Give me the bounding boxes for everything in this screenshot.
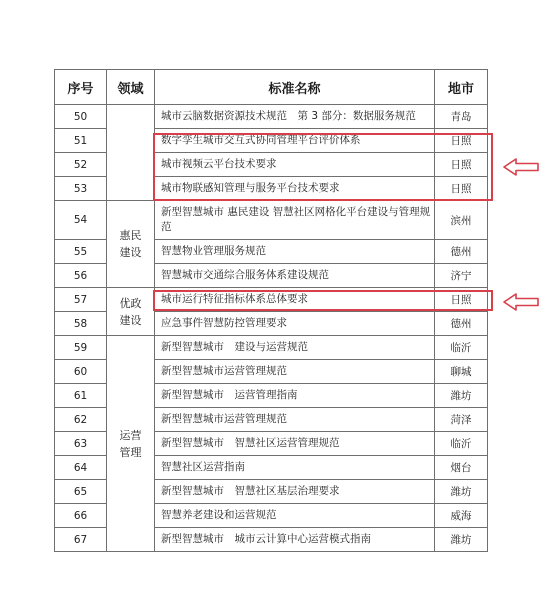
row-city: 滨州 <box>435 201 488 240</box>
row-name: 应急事件智慧防控管理要求 <box>155 312 435 336</box>
table-row <box>55 105 488 129</box>
row-city: 日照 <box>435 153 488 177</box>
arrow-left-icon <box>502 292 540 312</box>
row-city: 潍坊 <box>435 480 488 504</box>
arrow-left-icon <box>502 157 540 177</box>
row-no: 63 <box>55 432 107 456</box>
row-no: 65 <box>55 480 107 504</box>
row-city: 烟台 <box>435 456 488 480</box>
row-city: 潍坊 <box>435 384 488 408</box>
row-city: 临沂 <box>435 432 488 456</box>
row-city: 青岛 <box>435 105 488 129</box>
row-name: 城市视频云平台技术要求 <box>155 153 435 177</box>
table-header-row <box>55 70 488 105</box>
row-name: 数字孪生城市交互式协同管理平台评价体系 <box>155 129 435 153</box>
row-no: 59 <box>55 336 107 360</box>
row-name: 新型智慧城市运营管理规范 <box>155 408 435 432</box>
row-no: 61 <box>55 384 107 408</box>
row-name: 新型智慧城市 城市云计算中心运营模式指南 <box>155 528 435 552</box>
row-no: 58 <box>55 312 107 336</box>
row-name: 城市云脑数据资源技术规范 第 3 部分：数据服务规范 <box>155 105 435 129</box>
row-name: 城市物联感知管理与服务平台技术要求 <box>155 177 435 201</box>
row-city: 菏泽 <box>435 408 488 432</box>
row-city: 临沂 <box>435 336 488 360</box>
row-name: 智慧养老建设和运营规范 <box>155 504 435 528</box>
row-no: 53 <box>55 177 107 201</box>
header-domain: 领域 <box>107 70 155 105</box>
row-city: 日照 <box>435 288 488 312</box>
row-no: 60 <box>55 360 107 384</box>
row-no: 57 <box>55 288 107 312</box>
row-no: 51 <box>55 129 107 153</box>
header-no: 序号 <box>55 70 107 105</box>
row-city: 济宁 <box>435 264 488 288</box>
row-no: 54 <box>55 201 107 240</box>
row-no: 56 <box>55 264 107 288</box>
row-no: 55 <box>55 240 107 264</box>
row-no: 64 <box>55 456 107 480</box>
row-city: 日照 <box>435 177 488 201</box>
row-no: 67 <box>55 528 107 552</box>
domain-huimin: 惠民建设 <box>107 201 155 288</box>
highlight-box-rizhao-57 <box>153 290 493 311</box>
highlight-box-rizhao-51-53 <box>153 133 493 201</box>
row-name: 智慧社区运营指南 <box>155 456 435 480</box>
header-name: 标准名称 <box>155 70 435 105</box>
header-city: 地市 <box>435 70 488 105</box>
row-no: 66 <box>55 504 107 528</box>
row-name: 新型智慧城市 运营管理指南 <box>155 384 435 408</box>
row-name: 智慧城市交通综合服务体系建设规范 <box>155 264 435 288</box>
table-row <box>55 201 488 240</box>
row-name: 新型智慧城市 惠民建设 智慧社区网格化平台建设与管理规范 <box>155 201 435 240</box>
row-name: 新型智慧城市 智慧社区基层治理要求 <box>155 480 435 504</box>
row-city: 德州 <box>435 240 488 264</box>
row-no: 52 <box>55 153 107 177</box>
row-name: 新型智慧城市 建设与运营规范 <box>155 336 435 360</box>
domain-youzheng: 优政建设 <box>107 288 155 336</box>
row-no: 62 <box>55 408 107 432</box>
domain-yunying: 运营管理 <box>107 336 155 552</box>
row-name: 城市运行特征指标体系总体要求 <box>155 288 435 312</box>
row-name: 新型智慧城市 智慧社区运营管理规范 <box>155 432 435 456</box>
domain-cell-empty <box>107 105 155 201</box>
table-row <box>55 336 488 360</box>
row-name: 智慧物业管理服务规范 <box>155 240 435 264</box>
row-no: 50 <box>55 105 107 129</box>
row-name: 新型智慧城市运营管理规范 <box>155 360 435 384</box>
row-city: 潍坊 <box>435 528 488 552</box>
row-city: 德州 <box>435 312 488 336</box>
row-city: 威海 <box>435 504 488 528</box>
row-city: 日照 <box>435 129 488 153</box>
row-city: 聊城 <box>435 360 488 384</box>
